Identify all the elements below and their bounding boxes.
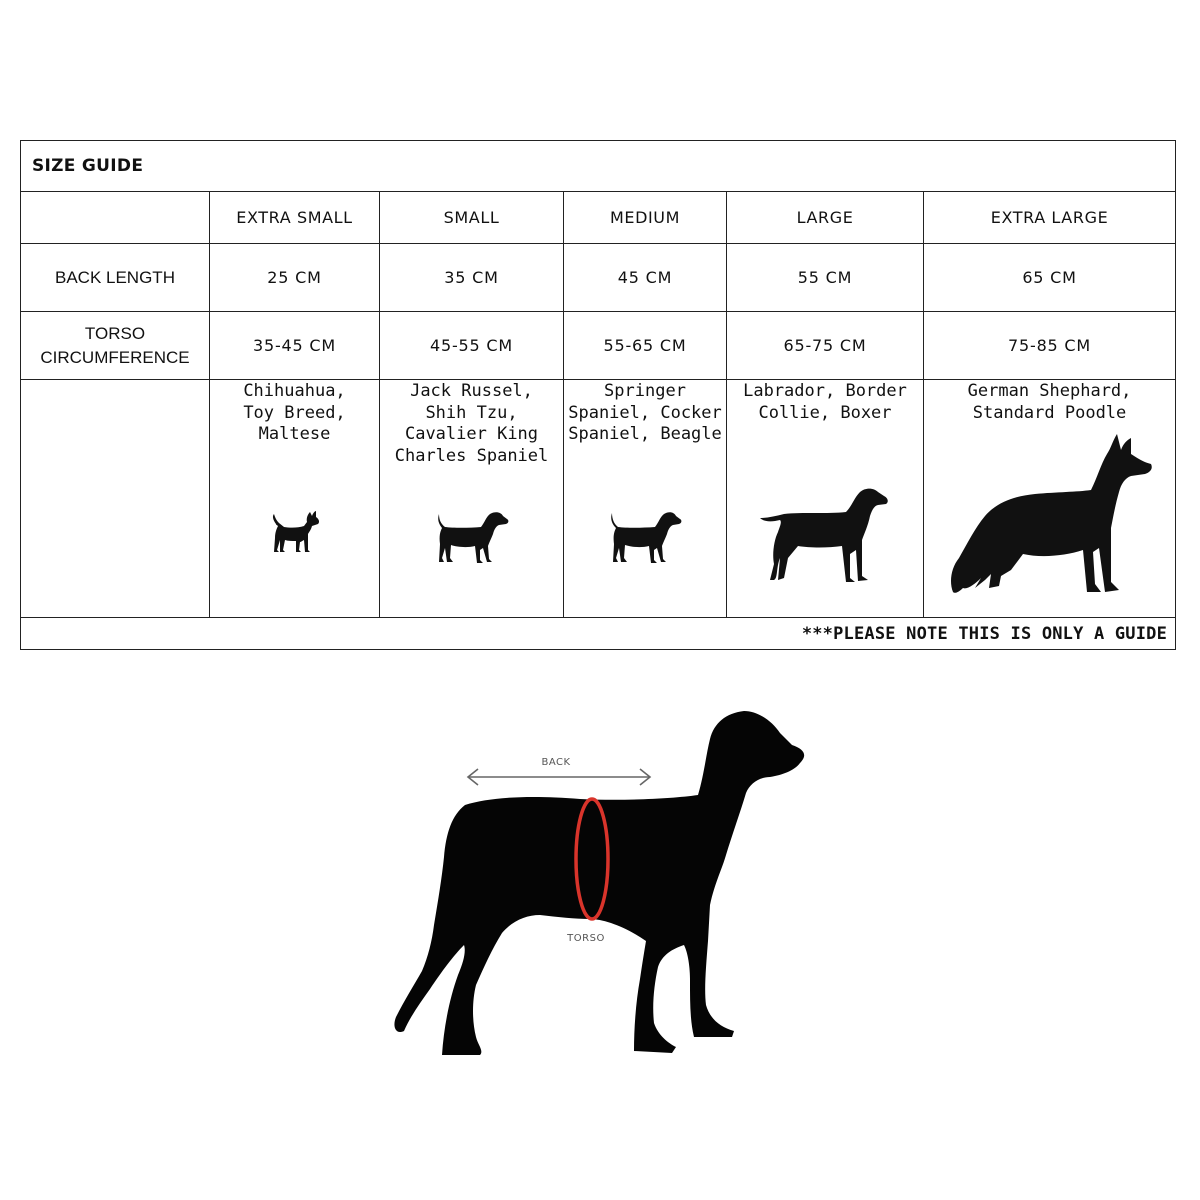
torso-row xyxy=(21,312,1176,380)
back-label: BACK xyxy=(541,757,571,768)
torso-label xyxy=(21,312,210,380)
back-length-s: 35 CM xyxy=(380,244,564,312)
size-header-s: SMALL xyxy=(380,192,564,244)
size-header-row xyxy=(21,192,1176,244)
breeds-m: Springer Spaniel, Cocker Spaniel, Beagle xyxy=(568,381,722,444)
back-measure-arrow xyxy=(468,769,650,785)
breeds-l: Labrador, Border Collie, Boxer xyxy=(743,381,907,423)
breeds-row xyxy=(21,380,1176,618)
large-dog-silhouette-icon xyxy=(394,711,804,1055)
labrador-silhouette-icon xyxy=(758,484,892,588)
breeds-xs: Chihuahua, Toy Breed, Maltese xyxy=(243,381,346,444)
breeds-cell-xl xyxy=(924,380,1176,618)
torso-xl: 75-85 CM xyxy=(924,312,1176,380)
size-guide-title: SIZE GUIDE xyxy=(21,141,1176,192)
torso-label: TORSO xyxy=(567,933,605,944)
breeds-cell-s xyxy=(380,380,564,618)
small-dog-silhouette-icon xyxy=(433,510,511,566)
breeds-s: Jack Russel, Shih Tzu, Cavalier King Charles Spaniel xyxy=(394,381,549,466)
size-header-xl: EXTRA LARGE xyxy=(924,192,1176,244)
german-shepherd-silhouette-icon xyxy=(945,432,1155,598)
back-length-xs: 25 CM xyxy=(210,244,380,312)
guide-note: ***PLEASE NOTE THIS IS ONLY A GUIDE xyxy=(21,618,1176,650)
torso-l: 65-75 CM xyxy=(727,312,924,380)
breeds-cell-m xyxy=(564,380,727,618)
measurement-diagram xyxy=(380,705,820,1065)
torso-label-line1: TORSO xyxy=(84,323,146,343)
back-length-xl: 65 CM xyxy=(924,244,1176,312)
torso-s: 45-55 CM xyxy=(380,312,564,380)
breeds-blank-cell xyxy=(21,380,210,618)
breeds-cell-l xyxy=(727,380,924,618)
size-guide-table xyxy=(20,140,1176,650)
torso-m: 55-65 CM xyxy=(564,312,727,380)
breeds-xl: German Shephard, Standard Poodle xyxy=(967,381,1132,423)
back-length-l: 55 CM xyxy=(727,244,924,312)
torso-xs: 35-45 CM xyxy=(210,312,380,380)
header-blank-cell xyxy=(21,192,210,244)
torso-label-line2: CIRCUMFERENCE xyxy=(40,347,190,367)
size-header-l: LARGE xyxy=(727,192,924,244)
back-length-row xyxy=(21,244,1176,312)
beagle-silhouette-icon xyxy=(606,510,684,566)
size-header-xs: EXTRA SMALL xyxy=(210,192,380,244)
breeds-cell-xs xyxy=(210,380,380,618)
size-header-m: MEDIUM xyxy=(564,192,727,244)
back-length-label: BACK LENGTH xyxy=(21,244,210,312)
chihuahua-silhouette-icon xyxy=(268,510,322,560)
back-length-m: 45 CM xyxy=(564,244,727,312)
